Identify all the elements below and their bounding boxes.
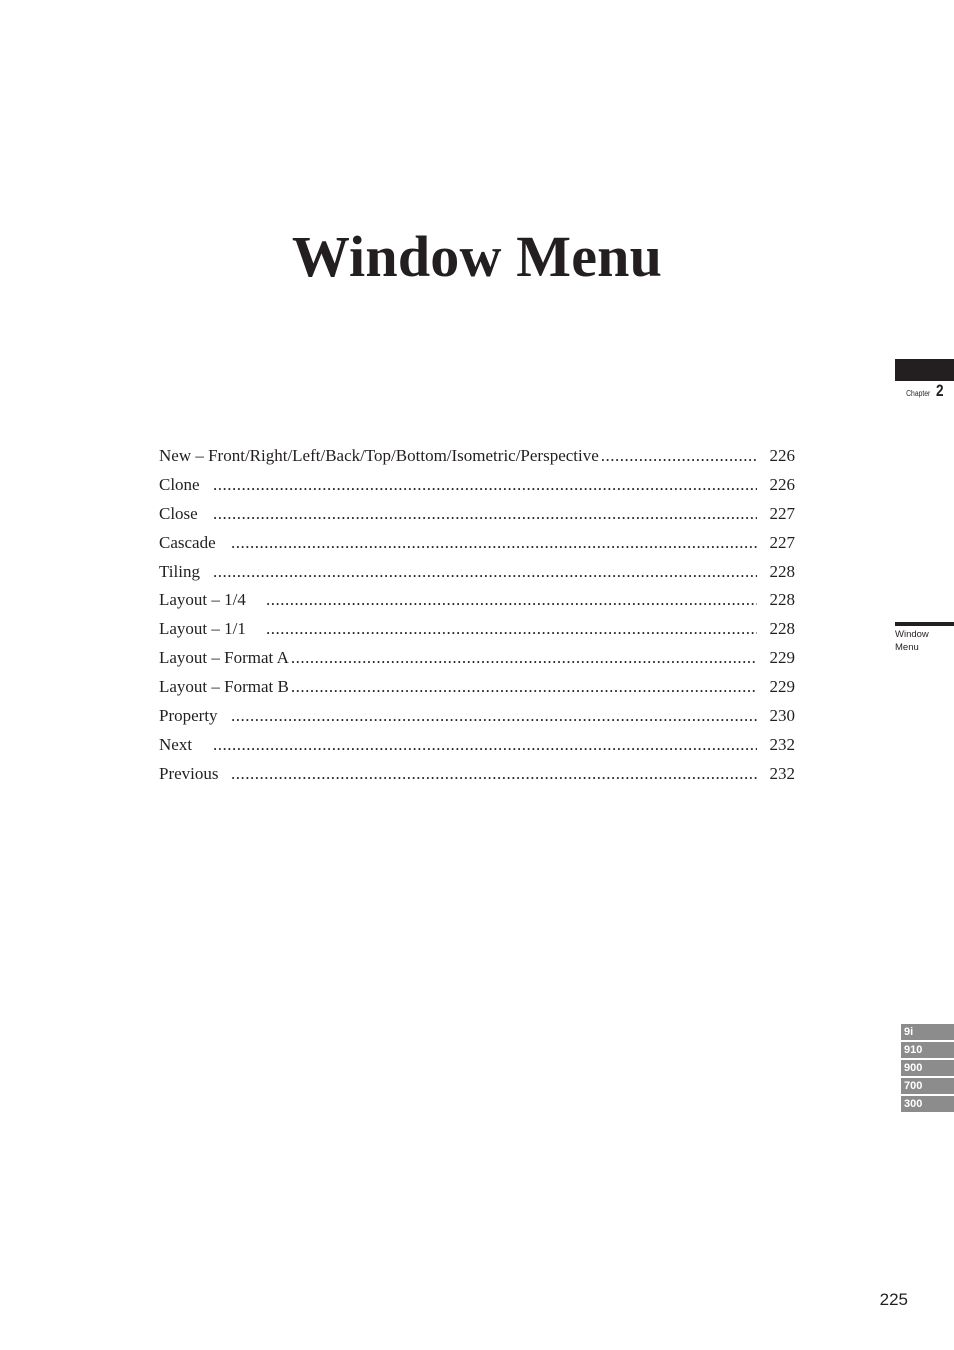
toc-entry-label: Previous (159, 763, 219, 783)
toc-entry[interactable] (159, 442, 795, 471)
section-tab-line: Menu (895, 642, 919, 653)
toc-entry-label: New – Front/Right/Left/Back/Top/Bottom/Isometric/Perspective (159, 446, 599, 465)
toc-entry-label: Layout – Format B (159, 677, 289, 697)
toc-entry[interactable] (159, 615, 795, 644)
toc-leader-dots (266, 615, 757, 644)
toc-leader-dots (231, 529, 757, 558)
toc-entry-page: 226 (769, 446, 795, 465)
toc-entry-label: Clone (159, 474, 200, 494)
toc-entry-page: 229 (769, 677, 795, 697)
toc-entry[interactable] (159, 500, 795, 529)
toc-leader-dots (213, 731, 757, 760)
section-tab-line: Window (895, 629, 929, 640)
toc-entry-label: Close (159, 503, 198, 523)
model-tab: 900 (901, 1060, 954, 1076)
toc-entry-page: 226 (769, 474, 795, 494)
toc-entry-page: 227 (769, 503, 795, 523)
toc-entry-label: Layout – 1/1 (159, 619, 246, 639)
toc-entry-page: 228 (769, 590, 795, 610)
toc-leader-dots (213, 500, 757, 529)
toc-leader-dots (231, 760, 757, 789)
toc-leader-dots (291, 644, 757, 673)
toc-entry-label: Tiling (159, 561, 200, 581)
model-tab: 700 (901, 1078, 954, 1094)
section-tab-label (895, 628, 953, 654)
toc-entry-label: Property (159, 706, 218, 726)
toc-leader-dots (601, 442, 757, 471)
page-number: 225 (879, 1290, 908, 1309)
table-of-contents (159, 442, 795, 789)
toc-entry-label: Layout – 1/4 (159, 590, 246, 610)
chapter-tab-bar (895, 359, 954, 381)
toc-entry[interactable] (159, 644, 795, 673)
chapter-word: Chapter (906, 389, 931, 398)
toc-entry-page: 227 (769, 532, 795, 552)
chapter-tab-label (904, 381, 944, 401)
toc-leader-dots (266, 586, 757, 615)
toc-entry[interactable] (159, 702, 795, 731)
toc-entry-label: Cascade (159, 532, 216, 552)
toc-entry[interactable] (159, 558, 795, 587)
toc-leader-dots (231, 702, 757, 731)
toc-entry-page: 228 (769, 561, 795, 581)
toc-entry[interactable] (159, 760, 795, 789)
model-tab: 910 (901, 1042, 954, 1058)
toc-leader-dots (213, 558, 757, 587)
model-tab: 9i (901, 1024, 954, 1040)
toc-entry[interactable] (159, 529, 795, 558)
toc-entry[interactable] (159, 731, 795, 760)
toc-leader-dots (291, 673, 757, 702)
section-tab-rule (895, 622, 954, 626)
toc-entry-page: 230 (769, 706, 795, 726)
model-tabs (901, 1024, 954, 1114)
toc-entry[interactable] (159, 586, 795, 615)
toc-entry-page: 232 (769, 763, 795, 783)
toc-entry-page: 232 (769, 734, 795, 754)
page-title: Window Menu (291, 224, 663, 289)
toc-entry-label: Layout – Format A (159, 648, 289, 668)
toc-leader-dots (213, 471, 757, 500)
toc-entry-page: 228 (769, 619, 795, 639)
toc-entry[interactable] (159, 673, 795, 702)
toc-entry-page: 229 (769, 648, 795, 668)
toc-entry[interactable] (159, 471, 795, 500)
chapter-number: 2 (935, 381, 944, 400)
toc-entry-label: Next (159, 734, 193, 754)
model-tab: 300 (901, 1096, 954, 1112)
